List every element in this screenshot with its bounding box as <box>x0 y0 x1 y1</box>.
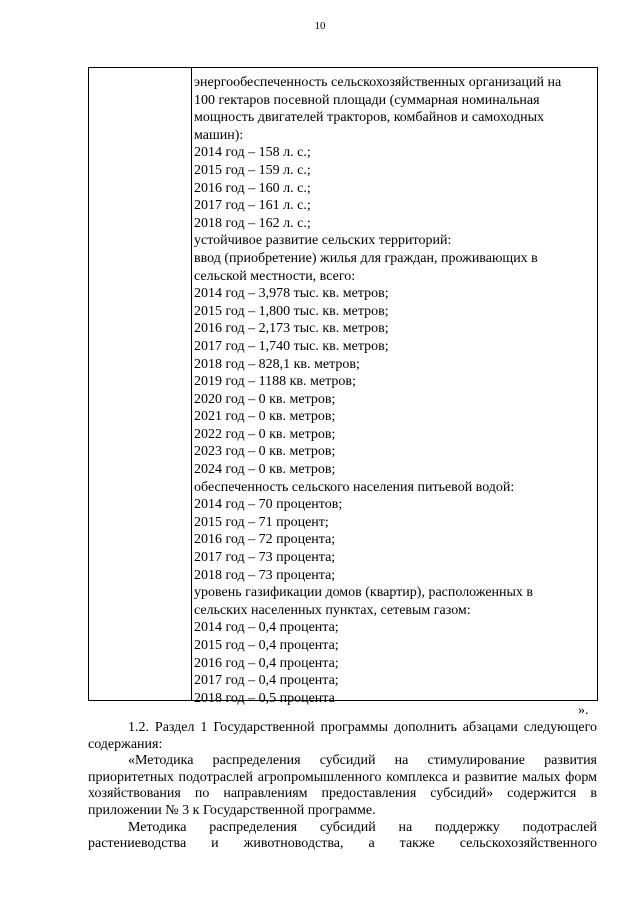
table-line: 2016 год – 160 л. с.; <box>194 180 311 196</box>
table-line: сельской местности, всего: <box>194 268 356 284</box>
table-line: сельских населенных пунктах, сетевым газом: <box>194 602 471 618</box>
paragraph-section-amendment: 1.2. Раздел 1 Государственной программы дополнить абзацами следующего содержания: <box>88 720 597 752</box>
table-line: 2017 год – 0,4 процента; <box>194 673 339 689</box>
table-line: 2014 год – 3,978 тыс. кв. метров; <box>194 286 389 302</box>
table-line: 2017 год – 1,740 тыс. кв. метров; <box>194 338 389 354</box>
table-line: 2021 год – 0 кв. метров; <box>194 409 336 425</box>
table-line: 2023 год – 0 кв. метров; <box>194 444 336 460</box>
table-line: обеспеченность сельского населения питьевой водой: <box>194 479 515 495</box>
table-line: ввод (приобретение) жилья для граждан, проживающих в <box>194 250 538 266</box>
table-line: 2014 год – 70 процентов; <box>194 497 343 513</box>
table-line: 2015 год – 71 процент; <box>194 514 329 530</box>
closing-quote-mark: ». <box>578 703 589 718</box>
table-line: устойчивое развитие сельских территорий: <box>194 233 452 249</box>
table-line: 2015 год – 159 л. с.; <box>194 162 311 178</box>
table-line: 2014 год – 158 л. с.; <box>194 145 311 161</box>
paragraph-methodology-reference: «Методика распределения субсидий на стимулирование развития приоритетных подотраслей агропромышленного комплекса и развитие малых форм хозяйствования по направлениям предоставления субсидий» содержится в приложении № 3 к Государственной программе. <box>88 753 597 818</box>
table-line: 2017 год – 73 процента; <box>194 550 336 566</box>
table-line: мощность двигателей тракторов, комбайнов и самоходных <box>194 110 545 126</box>
table-line: 2016 год – 72 процента; <box>194 532 336 548</box>
table-line: энергообеспеченность сельскохозяйственных организаций на <box>194 75 562 90</box>
table-line: 2014 год – 0,4 процента; <box>194 620 339 636</box>
table-line: 2024 год – 0 кв. метров; <box>194 462 336 478</box>
table-line: машин): <box>194 127 244 143</box>
table-line: 2022 год – 0 кв. метров; <box>194 426 336 442</box>
table-line: 2018 год – 73 процента; <box>194 567 336 583</box>
table-line: уровень газификации домов (квартир), расположенных в <box>194 585 534 601</box>
table-line: 2018 год – 828,1 кв. метров; <box>194 356 360 372</box>
table-column-divider <box>191 67 192 701</box>
table-line: 2015 год – 0,4 процента; <box>194 638 339 653</box>
table-line: 2018 год – 162 л. с.; <box>194 215 311 231</box>
table-line: 2020 год – 0 кв. метров; <box>194 391 336 407</box>
body-text <box>88 720 597 853</box>
paragraph-subsidy-methodology: Методика распределения субсидий на поддержку подотраслей растениеводства и животноводства, а также сельскохозяйственного <box>88 819 597 852</box>
table-line: 2017 год – 161 л. с.; <box>194 198 311 214</box>
table-line: 2016 год – 0,4 процента; <box>194 655 339 671</box>
table-line: 2015 год – 1,800 тыс. кв. метров; <box>194 303 389 319</box>
table-indicators-cell <box>194 74 594 707</box>
table-line: 2016 год – 2,173 тыс. кв. метров; <box>194 321 389 337</box>
table-line: 2019 год – 1188 кв. метров; <box>194 374 356 390</box>
table-line: 100 гектаров посевной площади (суммарная номинальная <box>194 92 540 108</box>
page-number: 10 <box>314 20 326 32</box>
table-line: 2018 год – 0,5 процента <box>194 690 335 706</box>
